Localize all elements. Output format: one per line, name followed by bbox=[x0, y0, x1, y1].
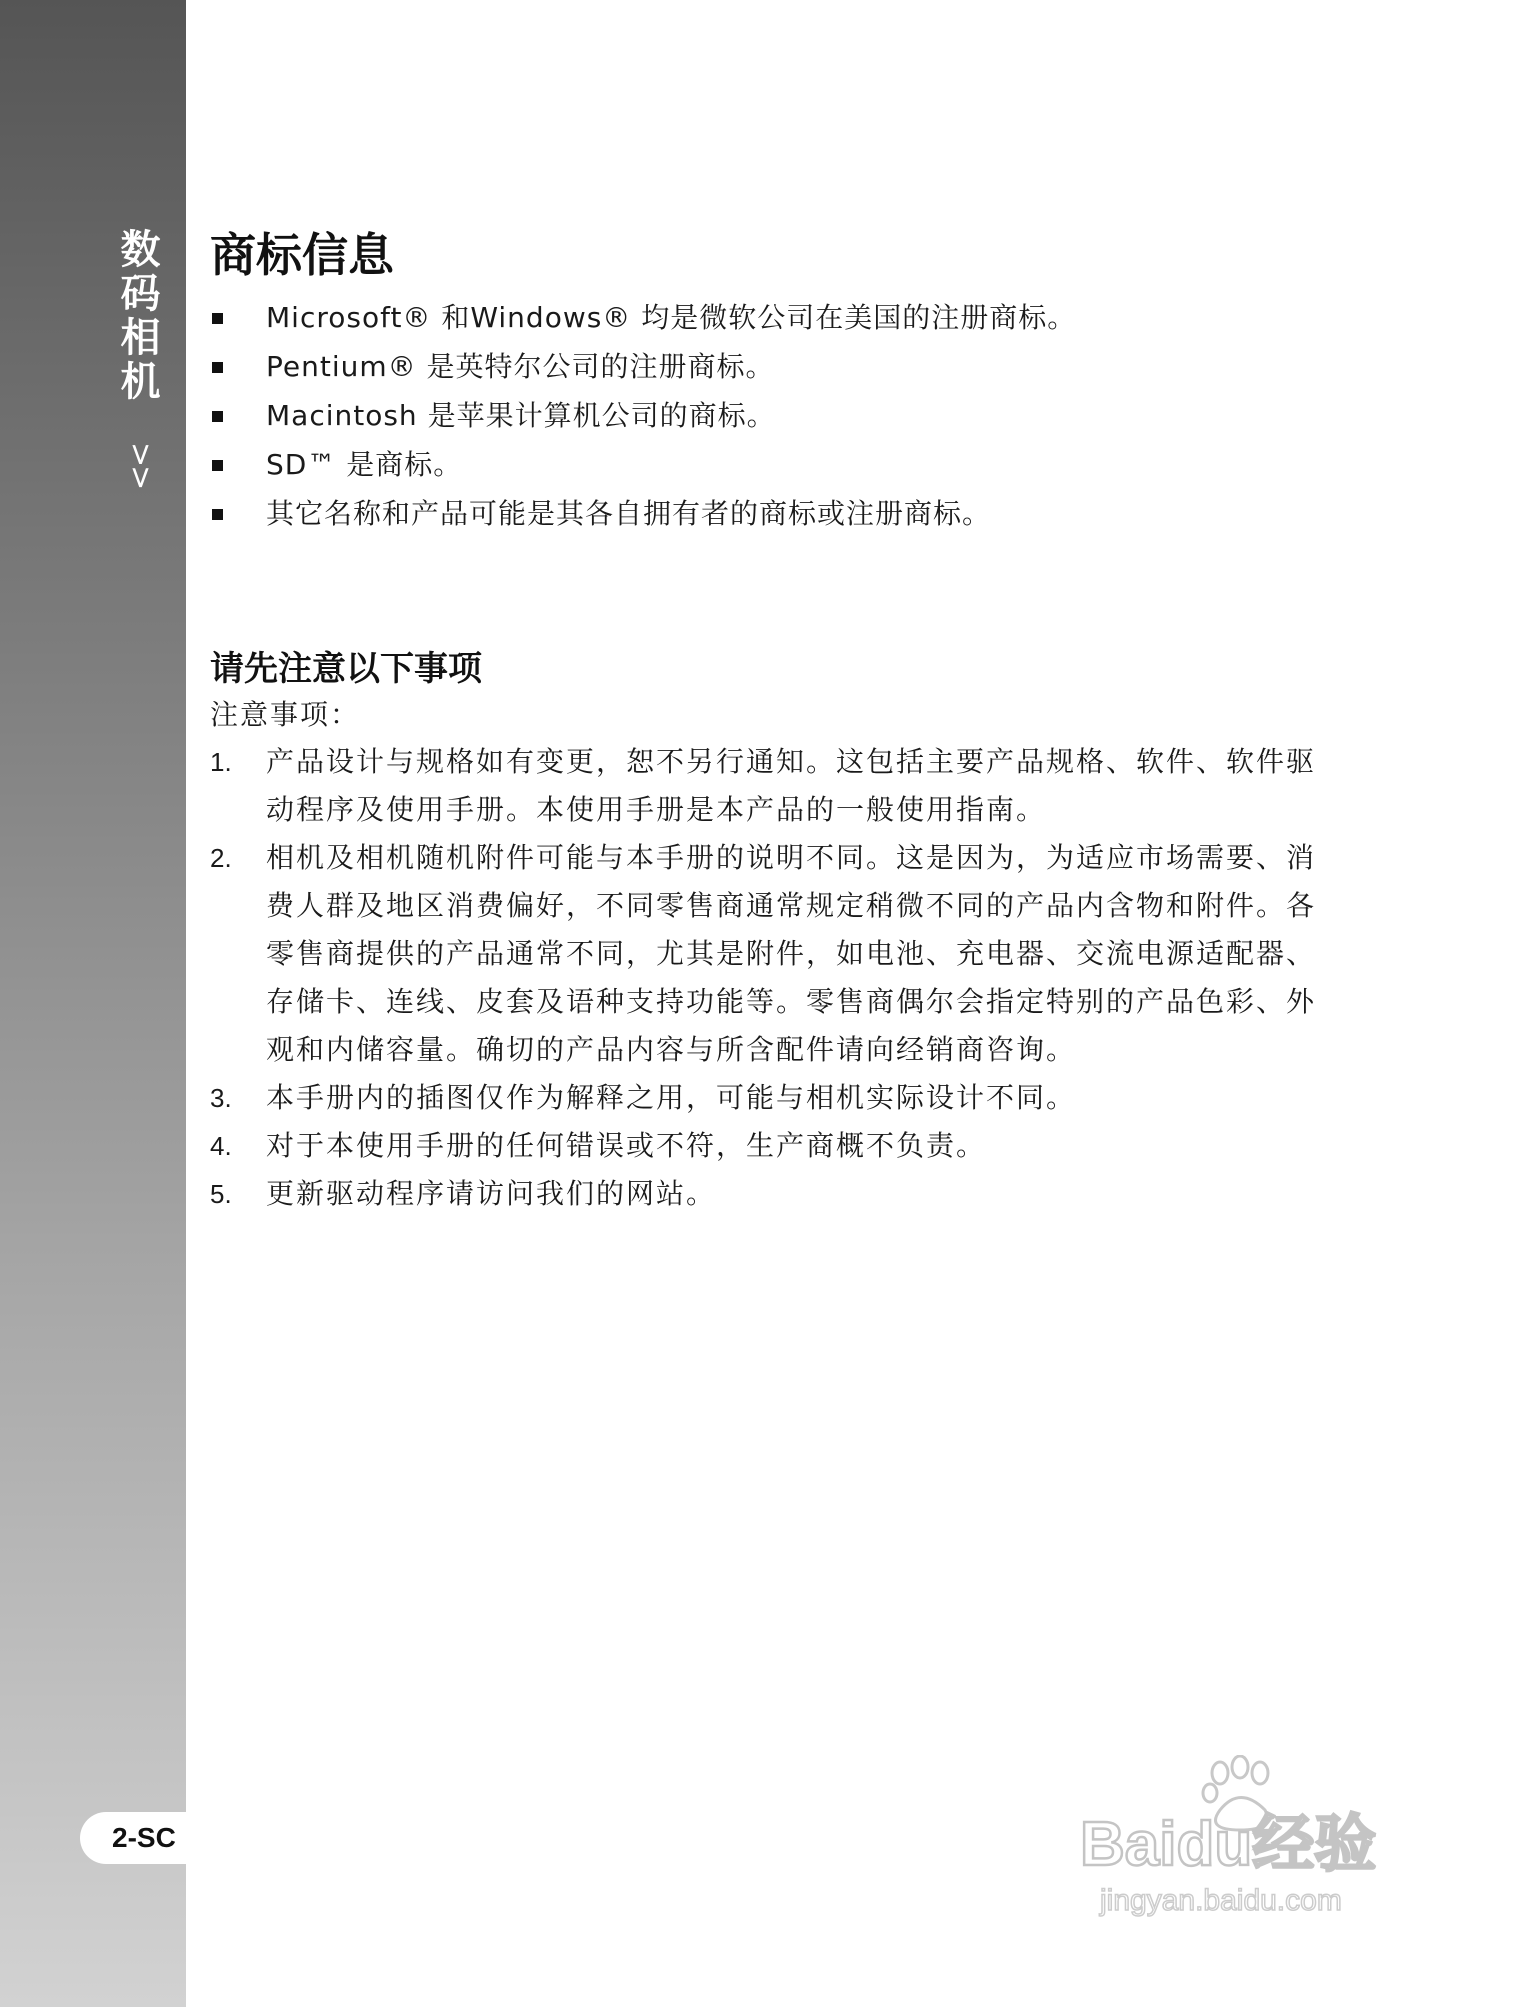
item-text: 更新驱动程序请访问我们的网站。 bbox=[266, 1177, 717, 1210]
trademark-heading: 商标信息 bbox=[210, 228, 394, 282]
list-item-text: Microsoft® 和Windows® 均是微软公司在美国的注册商标。 bbox=[266, 301, 1077, 334]
sidebar-title: 数码相机 bbox=[114, 228, 160, 404]
list-item bbox=[210, 440, 1320, 489]
list-item bbox=[210, 342, 1320, 391]
page-number: 2-SC bbox=[112, 1822, 176, 1853]
list-item-text: Macintosh 是苹果计算机公司的商标。 bbox=[266, 399, 776, 432]
item-number: 3. bbox=[210, 1083, 232, 1113]
square-bullet-icon bbox=[212, 509, 223, 520]
sidebar-arrows: >> bbox=[123, 442, 158, 489]
list-item bbox=[210, 391, 1320, 440]
item-text: 本手册内的插图仅作为解释之用，可能与相机实际设计不同。 bbox=[266, 1081, 1077, 1114]
main-content bbox=[210, 225, 1320, 1218]
list-item bbox=[210, 489, 1320, 538]
paw-logo-icon bbox=[1070, 1755, 1430, 1925]
list-item bbox=[210, 293, 1320, 342]
square-bullet-icon bbox=[212, 411, 223, 422]
item-text: 产品设计与规格如有变更，恕不另行通知。这包括主要产品规格、软件、软件驱动程序及使用手册。本使用手册是本产品的一般使用指南。 bbox=[266, 745, 1317, 826]
square-bullet-icon bbox=[212, 362, 223, 373]
square-bullet-icon bbox=[212, 460, 223, 471]
numbered-item bbox=[210, 1074, 1326, 1122]
watermark-brand: Baidu经验 bbox=[1080, 1810, 1377, 1879]
trademark-list bbox=[210, 293, 1320, 538]
square-bullet-icon bbox=[212, 313, 223, 324]
list-item-text: Pentium® 是英特尔公司的注册商标。 bbox=[266, 350, 775, 383]
watermark-url: jingyan.baidu.com bbox=[1100, 1884, 1342, 1917]
numbered-item bbox=[210, 834, 1326, 1074]
item-number: 1. bbox=[210, 747, 232, 777]
numbered-item bbox=[210, 1170, 1326, 1218]
item-text: 相机及相机随机附件可能与本手册的说明不同。这是因为，为适应市场需要、消费人群及地区消费偏好，不同零售商通常规定稍微不同的产品内含物和附件。各零售商提供的产品通常不同，尤其是附件，如电池、充电器、交流电源适配器、存储卡、连线、皮套及语种支持功能等。零售商偶尔会指定特别的产品色彩、外观和内储容量。确切的产品内容与所含配件请向经销商咨询。 bbox=[266, 841, 1317, 1066]
numbered-item bbox=[210, 738, 1326, 834]
notice-label: 注意事项： bbox=[210, 698, 361, 731]
numbered-item bbox=[210, 1122, 1326, 1170]
sidebar-band bbox=[0, 0, 186, 2007]
item-number: 2. bbox=[210, 843, 232, 873]
list-item-text: 其它名称和产品可能是其各自拥有者的商标或注册商标。 bbox=[266, 497, 992, 530]
notice-heading: 请先注意以下事项 bbox=[210, 649, 482, 689]
item-number: 4. bbox=[210, 1131, 232, 1161]
item-number: 5. bbox=[210, 1179, 232, 1209]
item-text: 对于本使用手册的任何错误或不符，生产商概不负责。 bbox=[266, 1129, 987, 1162]
notice-list bbox=[210, 738, 1320, 1218]
list-item-text: SD™ 是商标。 bbox=[266, 448, 463, 481]
baidu-watermark bbox=[1070, 1755, 1430, 1925]
